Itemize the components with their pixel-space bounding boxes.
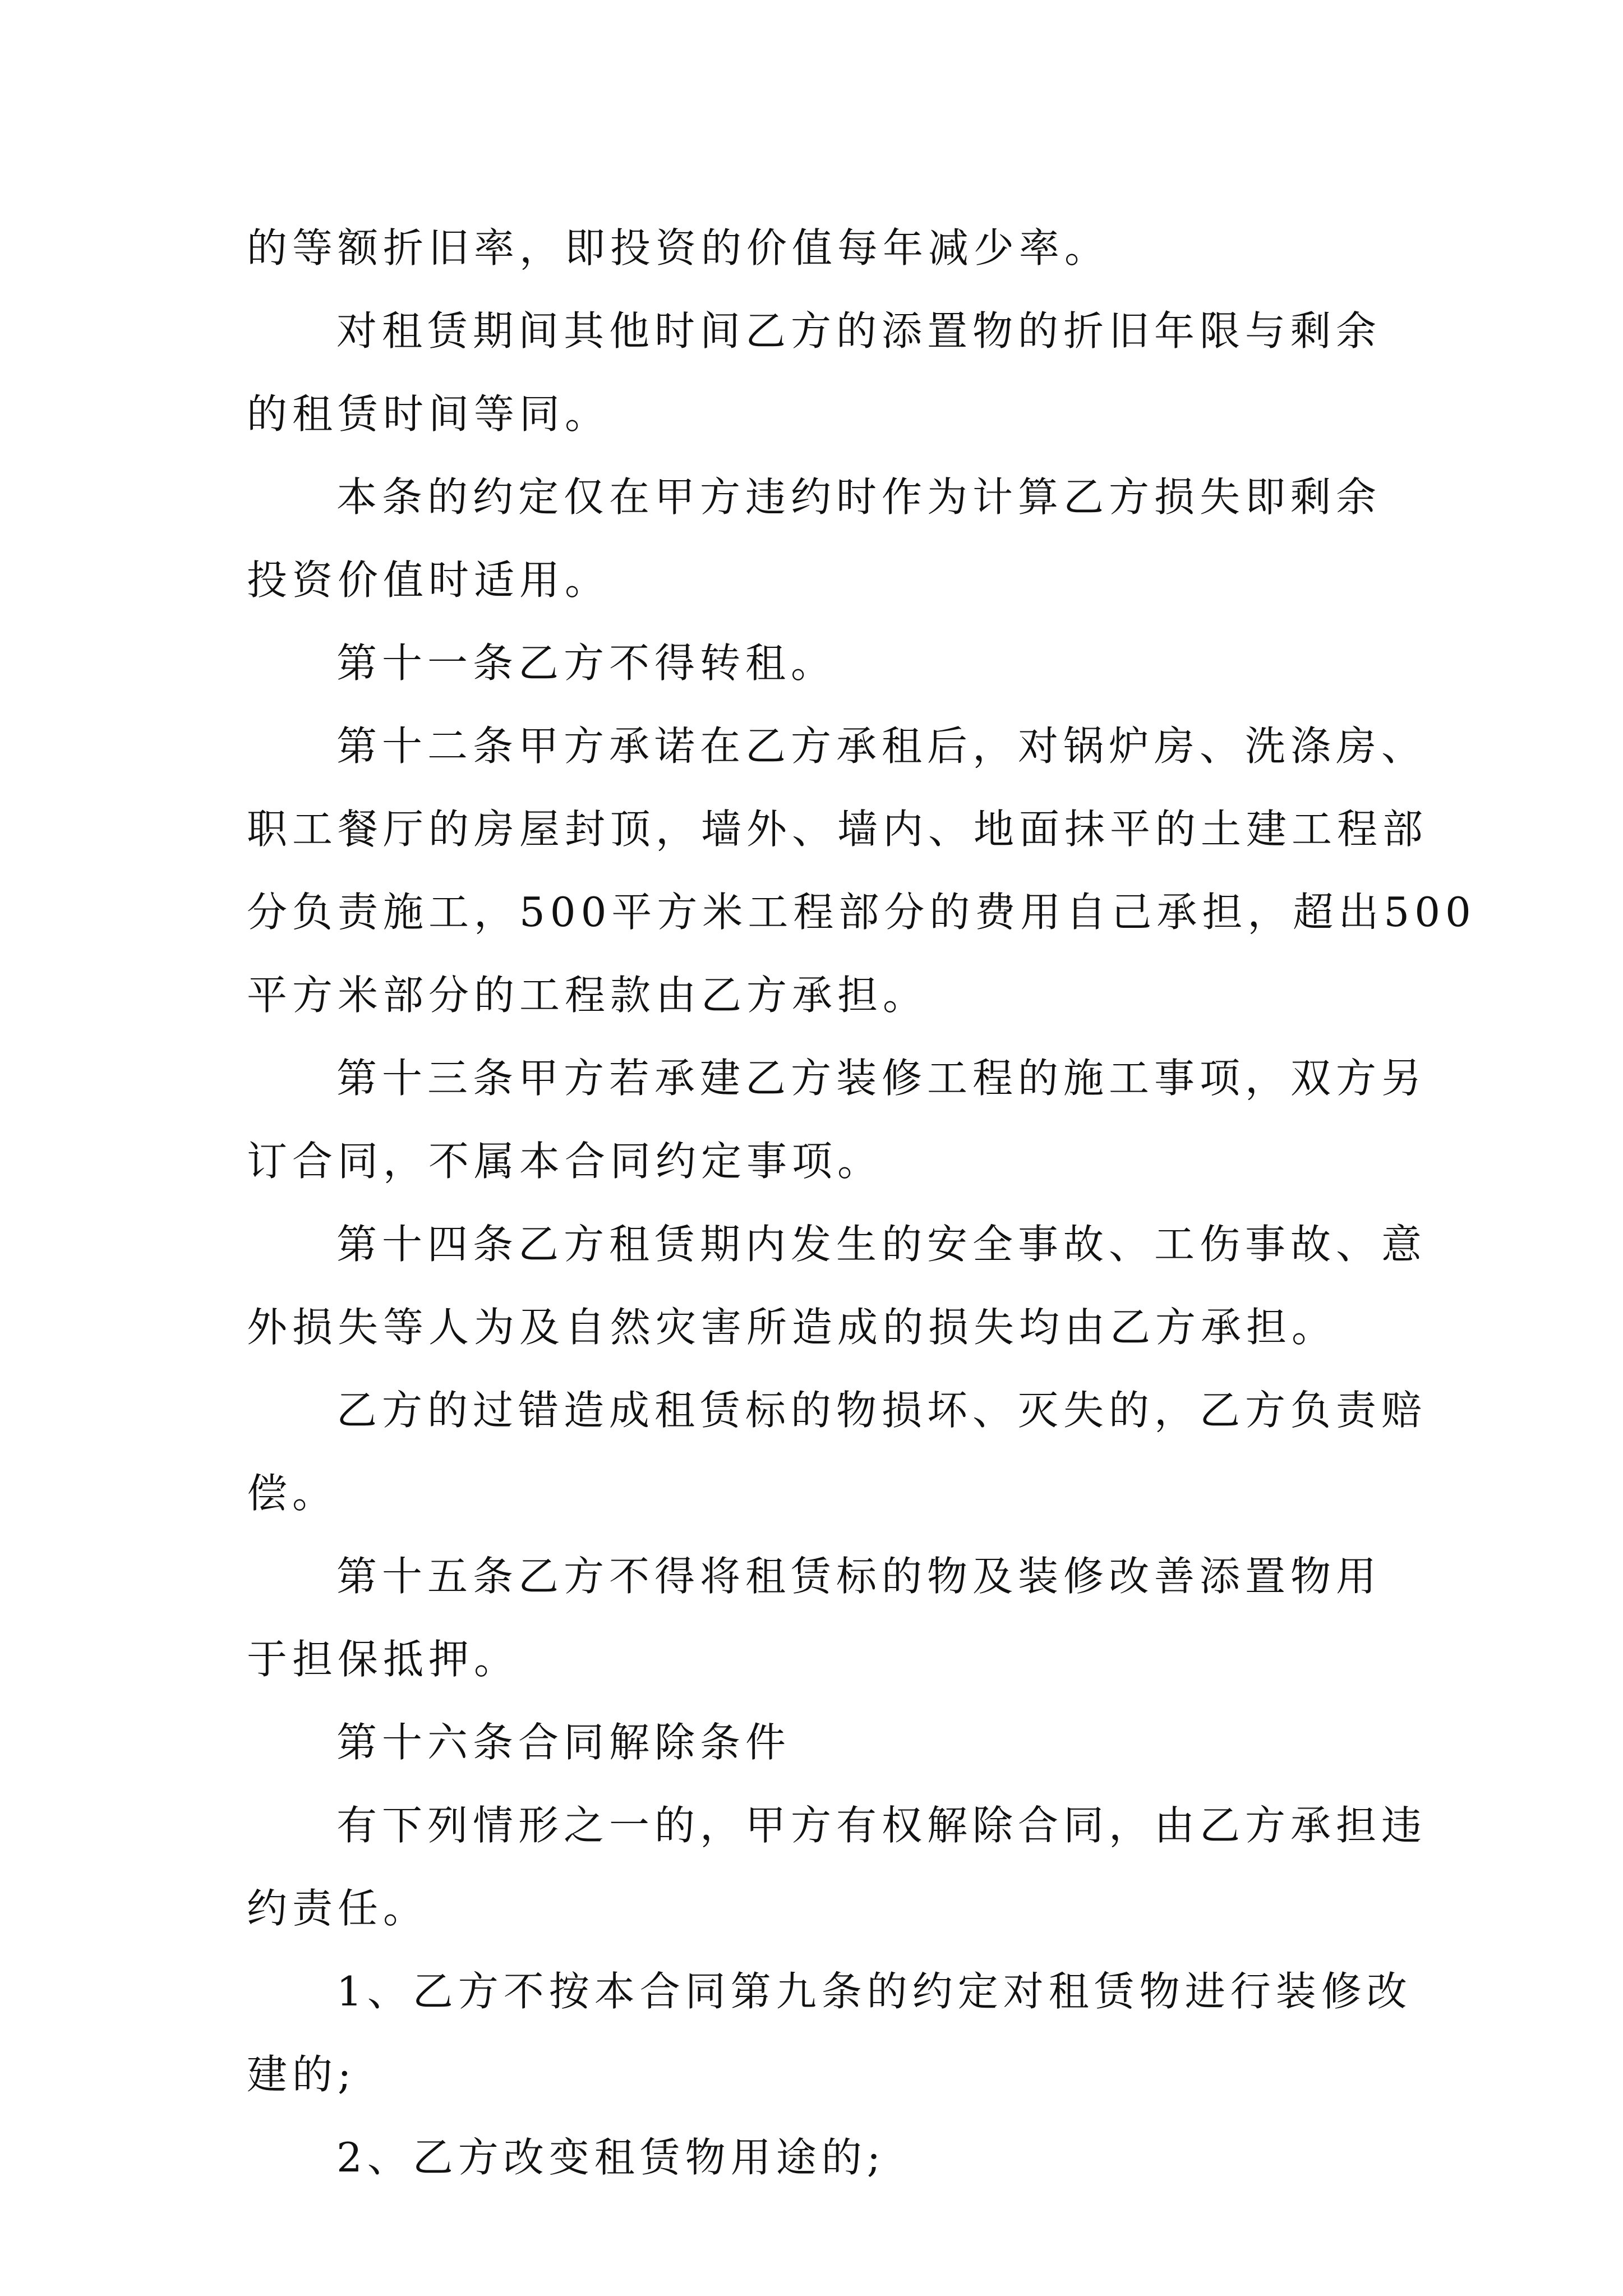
text-line: 投资价值时适用。	[247, 556, 611, 604]
text-line: 第十五条乙方不得将租赁标的物及装修改善添置物用	[336, 1553, 1382, 1600]
text-line: 偿。	[247, 1470, 338, 1517]
text-line: 平方米部分的工程款由乙方承担。	[247, 972, 929, 1019]
text-line: 的等额折旧率，即投资的价值每年减少率。	[247, 224, 1110, 272]
text-line: 对租赁期间其他时间乙方的添置物的折旧年限与剩余	[336, 307, 1382, 355]
text-line: 有下列情形之一的，甲方有权解除合同，由乙方承担违	[336, 1802, 1427, 1849]
text-line: 本条的约定仅在甲方违约时作为计算乙方损失即剩余	[336, 473, 1382, 521]
text-line: 建的;	[247, 2051, 357, 2098]
text-line: 第十三条甲方若承建乙方装修工程的施工事项，双方另	[336, 1055, 1427, 1102]
text-line: 2、乙方改变租赁物用途的;	[336, 2134, 886, 2181]
text-line: 分负责施工，500平方米工程部分的费用自己承担，超出500	[247, 889, 1476, 936]
text-line: 约责任。	[247, 1885, 429, 1932]
text-line: 于担保抵押。	[247, 1636, 520, 1683]
text-line: 外损失等人为及自然灾害所造成的损失均由乙方承担。	[247, 1304, 1338, 1351]
text-line: 1、乙方不按本合同第九条的约定对租赁物进行装修改	[336, 1968, 1412, 2015]
text-line: 职工餐厅的房屋封顶，墙外、墙内、地面抹平的土建工程部	[247, 806, 1428, 853]
text-line: 的租赁时间等同。	[247, 390, 611, 438]
document-body	[247, 206, 1476, 2199]
text-line: 第十一条乙方不得转租。	[336, 639, 837, 687]
text-line: 第十四条乙方租赁期内发生的安全事故、工伤事故、意	[336, 1221, 1427, 1268]
text-line: 订合同，不属本合同约定事项。	[247, 1138, 883, 1185]
text-line: 第十六条合同解除条件	[336, 1719, 791, 1766]
text-line: 第十二条甲方承诺在乙方承租后，对锅炉房、洗涤房、	[336, 723, 1427, 770]
text-line: 乙方的过错造成租赁标的物损坏、灭失的，乙方负责赔	[336, 1387, 1427, 1434]
